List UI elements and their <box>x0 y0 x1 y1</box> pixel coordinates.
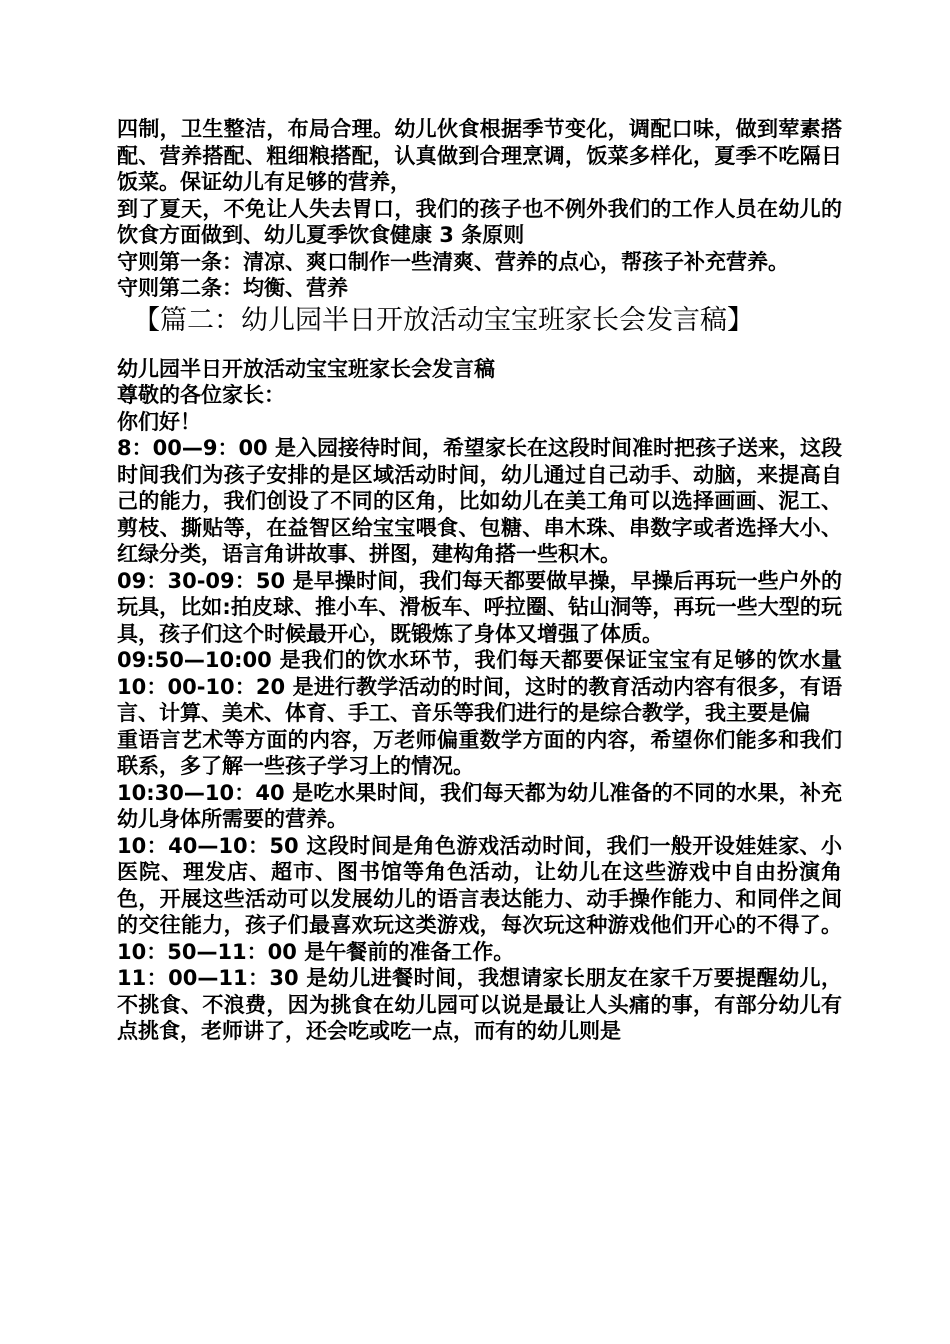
section-spacer <box>117 338 842 356</box>
paragraph-teaching-continued: 重语言艺术等方面的内容，万老师偏重数学方面的内容，希望你们能多和我们联系，多了解一些孩子学习上的情况。 <box>117 727 842 778</box>
speech-salutation: 尊敬的各位家长： <box>117 383 285 407</box>
paragraph-morning-exercise: 09：30-09：50 是早操时间，我们每天都要做早操，早操后再玩一些户外的玩具，比如:拍皮球、推小车、滑板车、呼拉圈、钻山洞等，再玩一些大型的玩具，孩子们这个时候最开心，既锻炼了身体又增强了体质。 <box>117 568 842 646</box>
paragraph-arrival-time: 8：00—9：00 是入园接待时间，希望家长在这段时间准时把孩子送来，这段时间我们为孩子安排的是区域活动时间，幼儿通过自己动手、动脑，来提高自己的能力，我们创设了不同的区角，比如幼儿在美工角可以选择画画、泥工、剪枝、撕贴等，在益智区给宝宝喂食、包糖、串木珠、串数字或者选择大小、红绿分类，语言角讲故事、拼图，建构角搭一些积木。 <box>117 436 842 566</box>
paragraph-lunch-time: 11：00—11：30 是幼儿进餐时间，我想请家长朋友在家千万要提醒幼儿，不挑食、不浪费，因为挑食在幼儿园可以说是最让人头痛的事，有部分幼儿有点挑食，老师讲了，还会吃或吃一点，而有的幼儿则是 <box>117 966 842 1043</box>
paragraph-fruit-time: 10:30—10：40 是吃水果时间，我们每天都为幼儿准备的不同的水果，补充幼儿身体所需要的营养。 <box>117 780 842 831</box>
paragraph-rule-one: 守则第一条：清凉、爽口制作一些清爽、营养的点心，帮孩子补充营养。 <box>117 249 789 274</box>
paragraph-role-play: 10：40—10：50 这段时间是角色游戏活动时间，我们一般开设娃娃家、小医院、理发店、超市、图书馆等角色活动，让幼儿在这些游戏中自由扮演角色，开展这些活动可以发展幼儿的语言表达能力、动手操作能力、和同伴之间的交往能力，孩子们最喜欢玩这类游戏，每次玩这种游戏他们开心的不得了。10：50—11：00 是午餐前的准备工作。 <box>117 833 842 964</box>
paragraph-rule-two: 守则第二条：均衡、营养 <box>117 276 348 300</box>
paragraph-nutrition: 四制，卫生整洁，布局合理。幼儿伙食根据季节变化，调配口味，做到荤素搭配、营养搭配、粗细粮搭配，认真做到合理烹调，饭菜多样化，夏季不吃隔日饭菜。保证幼儿有足够的营养， <box>117 117 842 194</box>
paragraph-summer-diet: 到了夏天，不免让人失去胃口，我们的孩子也不例外我们的工作人员在幼儿的饮食方面做到、幼儿夏季饮食健康 3 条原则 <box>117 196 842 247</box>
speech-greeting: 你们好！ <box>117 409 201 434</box>
section-heading: 【篇二：幼儿园半日开放活动宝宝班家长会发言稿】 <box>133 304 754 336</box>
speech-title: 幼儿园半日开放活动宝宝班家长会发言稿 <box>117 356 495 381</box>
paragraph-drinking-teaching: 09:50—10:00 是我们的饮水环节，我们每天都要保证宝宝有足够的饮水量 10：00-10：20 是进行教学活动的时间，这时的教育活动内容有很多，有语言、计算、美术、体育、手工、音乐等我们进行的是综合教学，我主要是偏 <box>117 648 842 725</box>
document-page <box>117 116 842 1045</box>
